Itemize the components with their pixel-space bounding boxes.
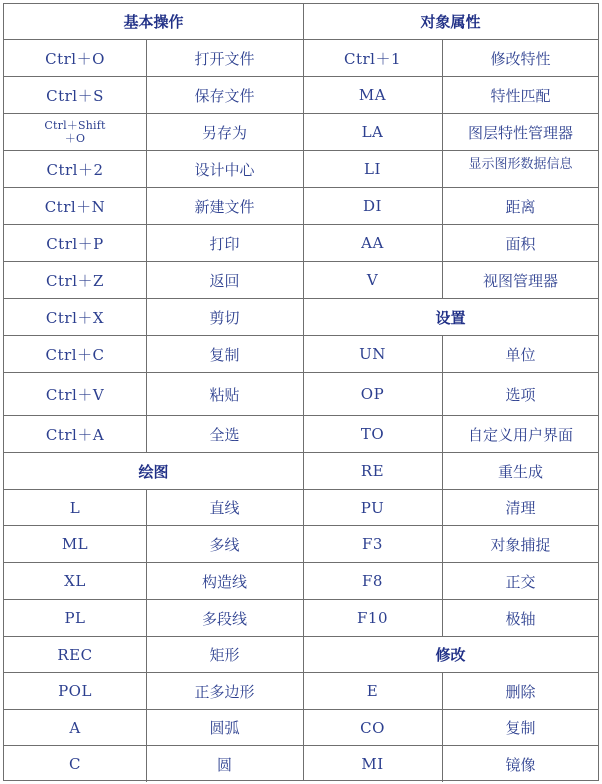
shortcut-row: [4, 77, 303, 114]
shortcut-description: 镜像: [505, 755, 536, 774]
shortcut-key: DI: [303, 188, 443, 224]
shortcut-key: AA: [303, 225, 443, 261]
right-column: [303, 4, 598, 780]
shortcut-description: 粘贴: [209, 385, 240, 404]
shortcut-key: Ctrl＋O: [4, 40, 147, 76]
shortcut-description: 删除: [505, 682, 536, 701]
shortcut-key: V: [303, 262, 443, 298]
shortcut-description: 修改特性: [490, 49, 551, 68]
section-header-draw: [4, 453, 303, 490]
shortcut-key: F10: [303, 600, 443, 636]
shortcut-key: RE: [303, 453, 443, 489]
shortcut-description: 显示图形数据信息: [468, 157, 573, 172]
shortcut-key: Ctrl＋S: [4, 77, 147, 113]
shortcut-key: POL: [4, 673, 147, 709]
shortcut-description: 距离: [505, 197, 536, 216]
shortcut-description: 构造线: [201, 572, 247, 591]
shortcut-row: [4, 188, 303, 225]
shortcut-key: Ctrl＋P: [4, 225, 147, 261]
shortcut-key: PL: [4, 600, 147, 636]
shortcut-row: [4, 373, 303, 416]
shortcut-description: 矩形: [209, 646, 240, 664]
shortcut-row: [303, 416, 598, 453]
section-header-props: [303, 4, 598, 40]
left-column: [4, 4, 304, 780]
shortcut-row: [303, 673, 598, 710]
shortcut-key: LA: [303, 114, 443, 150]
shortcut-row: [4, 114, 303, 151]
shortcut-description: 复制: [505, 719, 536, 737]
shortcut-row: [303, 336, 598, 373]
shortcut-row: [303, 225, 598, 262]
shortcut-description: 选项: [505, 385, 536, 404]
shortcut-description: 清理: [505, 499, 536, 517]
shortcut-description: 复制: [209, 345, 240, 364]
shortcut-row: [4, 710, 303, 746]
shortcut-key: Ctrl＋C: [4, 336, 147, 372]
shortcut-row: [303, 526, 598, 563]
shortcut-key: CO: [303, 710, 443, 745]
shortcut-row: [4, 262, 303, 299]
shortcut-row: [4, 299, 303, 336]
shortcut-description: 极轴: [505, 609, 536, 628]
shortcut-row: [4, 746, 303, 782]
shortcut-key: C: [4, 746, 147, 782]
shortcut-row: [4, 673, 303, 710]
shortcut-row: [303, 490, 598, 526]
shortcut-row: [303, 114, 598, 151]
shortcut-description: 重生成: [497, 462, 543, 481]
shortcut-key: PU: [303, 490, 443, 525]
shortcut-key: ML: [4, 526, 147, 562]
shortcut-row: [4, 40, 303, 77]
section-title: 基本操作: [123, 13, 184, 31]
shortcut-row: [303, 262, 598, 299]
shortcut-key: XL: [4, 563, 147, 599]
shortcut-row: [4, 637, 303, 673]
shortcut-row: [303, 600, 598, 637]
shortcut-description: 正多边形: [194, 682, 255, 701]
shortcut-description: 自定义用户界面: [467, 425, 573, 444]
shortcut-description: 打印: [209, 234, 240, 253]
shortcut-row: [303, 188, 598, 225]
shortcut-row: [4, 526, 303, 563]
shortcut-key: MA: [303, 77, 443, 113]
shortcut-row: [4, 151, 303, 188]
shortcut-row: [4, 416, 303, 453]
shortcut-key: TO: [303, 416, 443, 452]
shortcut-description: 多线: [209, 535, 240, 554]
shortcut-description: 视图管理器: [482, 271, 558, 290]
shortcut-row: [303, 746, 598, 782]
shortcut-description: 新建文件: [194, 197, 255, 216]
section-header-basic: [4, 4, 303, 40]
shortcut-key: L: [4, 490, 147, 525]
section-title: 设置: [435, 308, 466, 327]
shortcut-description: 剪切: [209, 308, 240, 327]
section-title: 绘图: [138, 462, 169, 481]
shortcut-description: 保存文件: [194, 86, 255, 105]
shortcut-row: [303, 453, 598, 490]
shortcut-row: [303, 710, 598, 746]
shortcut-description: 图层特性管理器: [467, 123, 573, 142]
shortcut-key: Ctrl＋Shift ＋O: [4, 114, 147, 150]
shortcut-row: [4, 600, 303, 637]
shortcut-row: [303, 563, 598, 600]
shortcut-row: [4, 563, 303, 600]
shortcut-description: 圆: [216, 755, 232, 774]
shortcut-description: 特性匹配: [490, 86, 551, 105]
shortcut-key: Ctrl＋X: [4, 299, 147, 335]
shortcut-description: 直线: [209, 499, 240, 517]
shortcut-key: REC: [4, 637, 147, 672]
shortcut-row: [303, 151, 598, 188]
shortcut-key: Ctrl＋V: [4, 373, 147, 415]
section-title: 修改: [435, 646, 466, 664]
shortcut-key: F8: [303, 563, 443, 599]
shortcut-key: Ctrl＋2: [4, 151, 147, 187]
shortcut-description: 面积: [505, 234, 536, 253]
shortcut-description: 单位: [505, 345, 536, 364]
shortcut-row: [4, 490, 303, 526]
shortcut-description: 正交: [505, 572, 536, 591]
shortcut-key: Ctrl＋1: [303, 40, 443, 76]
shortcut-key: OP: [303, 373, 443, 415]
shortcut-key: E: [303, 673, 443, 709]
shortcut-description: 返回: [209, 271, 240, 290]
shortcut-description: 另存为: [201, 123, 247, 142]
shortcut-key: Ctrl＋Z: [4, 262, 147, 298]
shortcut-description: 打开文件: [194, 49, 255, 68]
section-title: 对象属性: [420, 13, 481, 31]
shortcut-description: 多段线: [201, 609, 247, 628]
shortcut-description: 对象捕捉: [490, 535, 551, 554]
section-header-modify: [303, 637, 598, 673]
shortcut-row: [303, 77, 598, 114]
shortcut-key: A: [4, 710, 147, 745]
shortcut-description: 设计中心: [194, 160, 255, 179]
shortcut-key: Ctrl＋N: [4, 188, 147, 224]
shortcut-key: F3: [303, 526, 443, 562]
shortcut-description: 全选: [209, 425, 240, 444]
shortcut-key: UN: [303, 336, 443, 372]
section-header-settings: [303, 299, 598, 336]
shortcut-row: [4, 336, 303, 373]
shortcut-key: Ctrl＋A: [4, 416, 147, 452]
shortcut-description: 圆弧: [209, 719, 240, 737]
shortcut-row: [303, 373, 598, 416]
shortcut-row: [4, 225, 303, 262]
shortcut-key: MI: [303, 746, 443, 782]
shortcut-table: [3, 3, 599, 781]
shortcut-key: LI: [303, 151, 443, 187]
shortcut-row: [303, 40, 598, 77]
